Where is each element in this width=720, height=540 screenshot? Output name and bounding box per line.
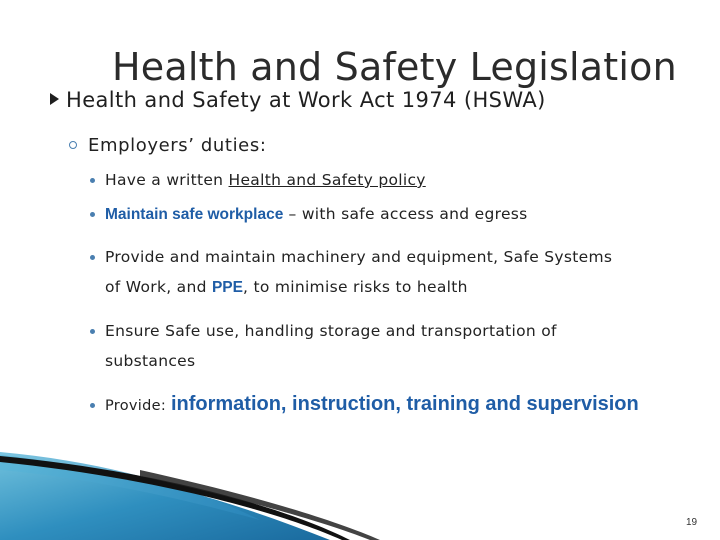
list-item: [105, 393, 639, 417]
item-text: , to minimise risks to health: [242, 278, 468, 296]
hollow-circle-icon: [69, 141, 77, 149]
list-item: [105, 169, 426, 191]
level1-heading: Health and Safety at Work Act 1974 (HSWA): [66, 88, 546, 112]
filled-dot-icon: [90, 403, 95, 408]
filled-dot-icon: [90, 329, 95, 334]
triangle-right-icon: [50, 93, 59, 105]
policy-underlined-text: Health and Safety policy: [228, 171, 426, 189]
list-item-continuation: [105, 276, 468, 299]
filled-dot-icon: [90, 212, 95, 217]
highlight-text: Maintain safe workplace: [105, 206, 284, 223]
highlight-text: PPE: [211, 279, 243, 296]
list-item: [105, 203, 528, 226]
filled-dot-icon: [90, 178, 95, 183]
item-text: substances: [105, 352, 196, 370]
item-text: – with safe access and egress: [283, 205, 528, 223]
item-text: Have a written: [105, 171, 229, 189]
item-text: of Work, and: [105, 278, 212, 296]
list-item-continuation: [105, 350, 195, 372]
slide-title: Health and Safety Legislation: [112, 45, 677, 89]
item-text: Provide and maintain machinery and equipment, Safe Systems: [105, 248, 613, 266]
level2-heading: Employers’ duties:: [88, 135, 267, 156]
filled-dot-icon: [90, 255, 95, 260]
item-text: Provide:: [105, 398, 171, 414]
highlight-text: information, instruction, training and supervision: [170, 393, 639, 415]
list-item: [105, 320, 557, 342]
item-text: Ensure Safe use, handling storage and transportation of: [105, 322, 557, 340]
page-number: 19: [686, 517, 698, 528]
list-item: [105, 246, 612, 268]
